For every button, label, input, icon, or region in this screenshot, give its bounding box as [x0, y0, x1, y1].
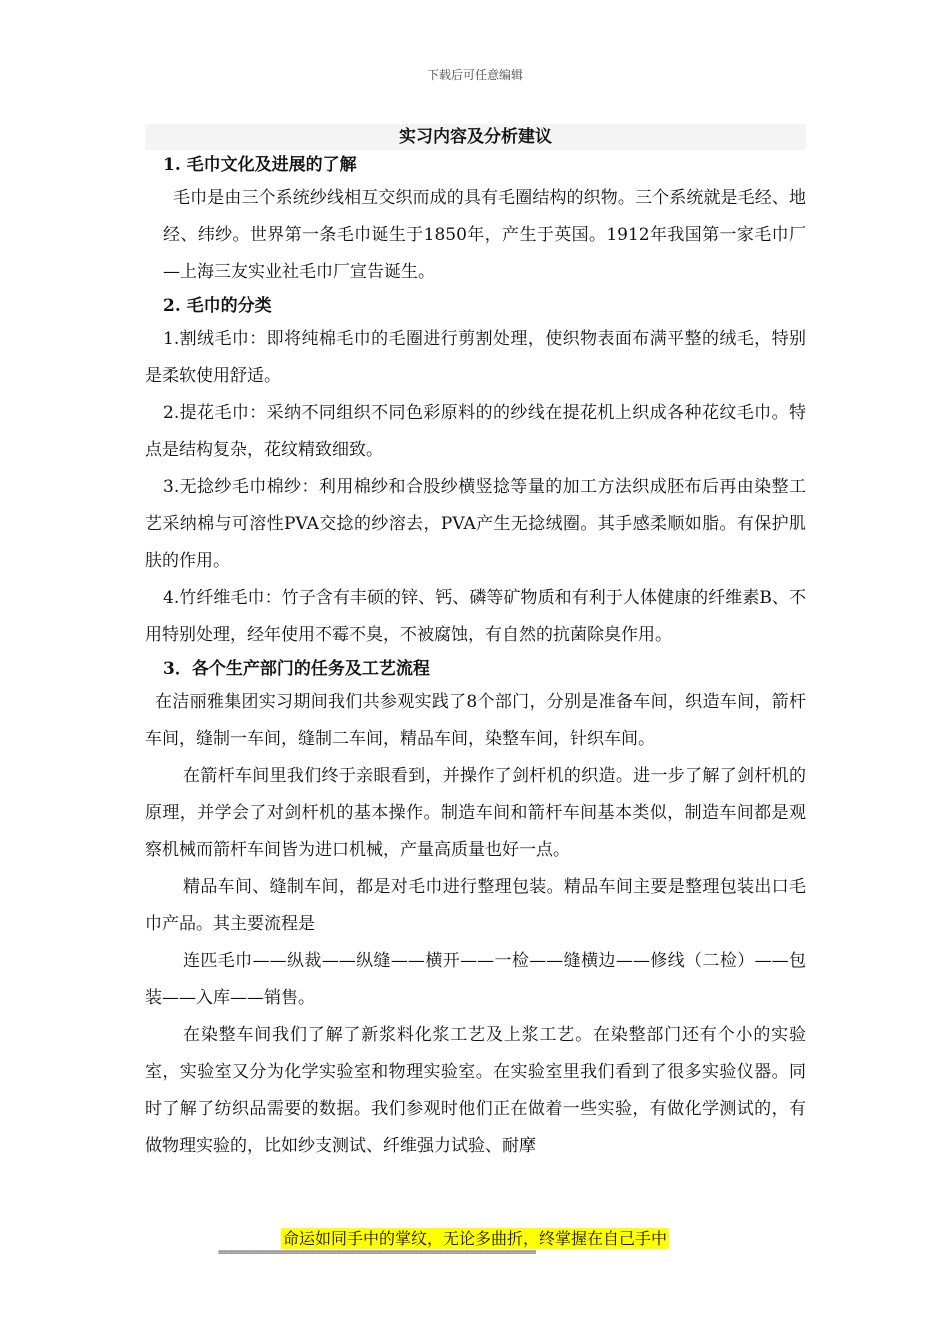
- footer-quote-text: 命运如同手中的掌纹，无论多曲折，终掌握在自己手中: [282, 1229, 667, 1248]
- paragraph-towel-culture: 毛巾是由三个系统纱线相互交织而成的具有毛圈结构的织物。三个系统就是毛经、地经、纬纱。世界第一条毛巾诞生于1850年，产生于英国。1912年我国第一家毛巾厂—上海三友实业社毛巾厂宣告诞生。: [163, 188, 806, 282]
- paragraph-sheared-towel: 1.割绒毛巾：即将纯棉毛巾的毛圈进行剪割处理，使织物表面布满平整的绒毛，特别是柔软使用舒适。: [145, 329, 806, 386]
- footer-divider: ==============================================================: [218, 1247, 536, 1258]
- paragraph-process-flow: 连匹毛巾——纵裁——纵缝——横开——一检——缝横边——修线（二检）——包装——入库——销售。: [145, 951, 806, 1008]
- document-page: [145, 124, 806, 1165]
- paragraph-rapier-workshop: 在箭杆车间里我们终于亲眼看到，并操作了剑杆机的织造。进一步了解了剑杆机的原理，并学会了对剑杆机的基本操作。制造车间和箭杆车间基本类似，制造车间都是观察机械而箭杆车间皆为进口机械，产量高质量也好一点。: [145, 766, 806, 860]
- section-heading-2: 2. 毛巾的分类: [163, 296, 272, 316]
- section-heading-3: 3．各个生产部门的任务及工艺流程: [163, 659, 430, 679]
- header-note: 下载后可任意编辑: [426, 68, 523, 82]
- section-heading-1: 1. 毛巾文化及进展的了解: [163, 155, 357, 175]
- footer-quote: [0, 1226, 950, 1249]
- paragraph-twistless-towel: 3.无捻纱毛巾棉纱：利用棉纱和合股纱横竖捻等量的加工方法织成胚布后再由染整工艺采纳棉与可溶性PVA交捻的纱溶去，PVA产生无捻绒圈。其手感柔顺如脂。有保护肌肤的作用。: [145, 477, 806, 571]
- paragraph-departments: 在洁丽雅集团实习期间我们共参观实践了8个部门，分别是准备车间，织造车间，箭杆车间，缝制一车间，缝制二车间，精品车间，染整车间，针织车间。: [145, 692, 806, 749]
- document-title: 实习内容及分析建议: [145, 124, 806, 150]
- paragraph-dyeing-workshop: 在染整车间我们了解了新浆料化浆工艺及上浆工艺。在染整部门还有个小的实验室，实验室又分为化学实验室和物理实验室。在实验室里我们看到了很多实验仪器。同时了解了纺织品需要的数据。我们参观时他们正在做着一些实验，有做化学测试的，有做物理实验的，比如纱支测试、纤维强力试验、耐摩: [145, 1025, 806, 1156]
- paragraph-finishing-workshop: 精品车间、缝制车间，都是对毛巾进行整理包装。精品车间主要是整理包装出口毛巾产品。其主要流程是: [145, 877, 806, 934]
- paragraph-jacquard-towel: 2.提花毛巾：采纳不同组织不同色彩原料的的纱线在提花机上织成各种花纹毛巾。特点是结构复杂，花纹精致细致。: [145, 403, 806, 460]
- paragraph-bamboo-towel: 4.竹纤维毛巾：竹子含有丰硕的锌、钙、磷等矿物质和有利于人体健康的纤维素B、不用特别处理，经年使用不霉不臭，不被腐蚀，有自然的抗菌除臭作用。: [145, 588, 806, 645]
